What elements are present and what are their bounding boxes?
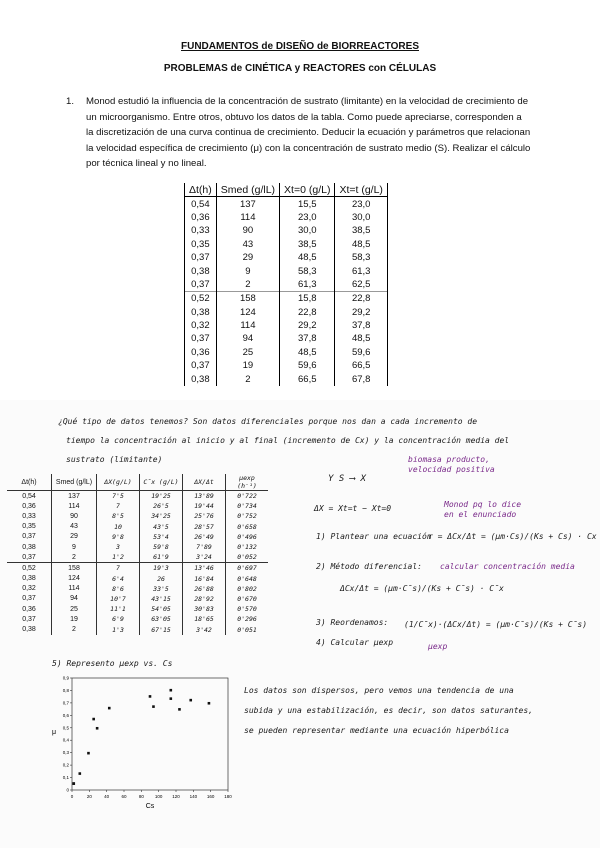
- results-cell: 0,37: [22, 595, 36, 603]
- step2-note: calcular concentración media: [440, 562, 575, 571]
- results-cell: 26: [140, 574, 183, 584]
- y-tick-label: 0,6: [62, 712, 69, 718]
- table-cell: 29: [216, 251, 279, 264]
- table-cell: 61,3: [280, 278, 335, 292]
- conclusion-line2: subida y una estabilización, es decir, son datos saturantes,: [244, 706, 533, 715]
- table-cell: 0,37: [185, 332, 217, 345]
- results-cell: 0,32: [22, 585, 36, 593]
- results-cell: 18'65: [183, 614, 226, 624]
- data-point: [152, 705, 155, 708]
- table-cell: 23,0: [335, 197, 387, 211]
- results-cell: 0'496: [226, 532, 269, 542]
- results-cell: 34'25: [140, 511, 183, 521]
- notes-question-line2: tiempo la concentración al inicio y al final (incremento de Cx) y la concentración media del: [66, 436, 510, 445]
- results-row: [7, 604, 268, 614]
- results-cell: 26'49: [183, 532, 226, 542]
- table-cell: 0,37: [185, 359, 217, 372]
- table-cell: 15,8: [280, 292, 335, 306]
- results-cell: 137: [52, 491, 97, 502]
- data-point: [96, 727, 99, 730]
- results-cell: 29: [52, 532, 97, 542]
- results-cell: 0'648: [226, 574, 269, 584]
- table-row: [185, 359, 388, 372]
- results-cell: 0'697: [226, 563, 269, 574]
- table-row: [185, 224, 388, 237]
- y-tick-label: 0,1: [62, 775, 69, 781]
- results-cell: 25: [52, 604, 97, 614]
- results-cell: 13'46: [183, 563, 226, 574]
- results-row: [7, 614, 268, 624]
- data-point: [208, 702, 211, 705]
- table-cell: 137: [216, 197, 279, 211]
- results-cell: 33'5: [140, 584, 183, 594]
- table-row: [185, 197, 388, 211]
- results-row: [7, 552, 268, 563]
- results-cell: 0'734: [226, 501, 269, 511]
- x-tick-label: 60: [121, 794, 127, 799]
- results-cell: 19'3: [140, 563, 183, 574]
- y-axis-label: μ: [51, 729, 57, 736]
- table-cell: 59,6: [280, 359, 335, 372]
- table-cell: 29,2: [280, 319, 335, 332]
- problem-line: la velocidad específica de crecimiento (μ) con la concentración de sustrato medio (S). Realizar el cálculo: [86, 142, 531, 154]
- results-cell: 158: [52, 563, 97, 574]
- y-tick-label: 0,2: [62, 762, 69, 768]
- table-cell: 0,38: [185, 264, 217, 277]
- step4-label: 4) Calcular μexp: [316, 638, 394, 647]
- table-row: [185, 292, 388, 306]
- table-header-cell: Xt=t (g/L): [335, 183, 387, 197]
- table-cell: 0,35: [185, 238, 217, 251]
- mu-vs-cs-scatter-chart: [44, 672, 244, 820]
- results-cell: 28'92: [183, 594, 226, 604]
- data-point: [87, 752, 90, 755]
- results-cell: 0,35: [22, 523, 36, 531]
- table-cell: 0,36: [185, 346, 217, 359]
- results-cell: 0'802: [226, 584, 269, 594]
- results-cell: 10'7: [97, 594, 140, 604]
- table-row: [185, 278, 388, 292]
- problem-text: [86, 94, 546, 172]
- results-cell: 3'24: [183, 552, 226, 563]
- document-title: FUNDAMENTOS de DISEÑO de BIORREACTORES: [181, 41, 419, 52]
- y-tick-label: 0,5: [62, 725, 69, 731]
- monod-note-line2: en el enunciado: [444, 510, 517, 519]
- x-tick-label: 160: [206, 794, 215, 799]
- results-cell: 2: [52, 624, 97, 634]
- results-cell: 0,38: [22, 626, 36, 634]
- table-row: [185, 238, 388, 251]
- y-tick-label: 0: [66, 787, 69, 793]
- results-cell: 0,37: [22, 553, 36, 561]
- results-row: [7, 563, 268, 574]
- step3-equation: (1/C̄x)·(ΔCx/Δt) = (μm·C̄s)/(Ks + C̄s): [404, 620, 588, 629]
- problem-number: 1.: [66, 96, 75, 107]
- results-row: [7, 594, 268, 604]
- table-cell: 66,5: [335, 359, 387, 372]
- x-tick-label: 0: [70, 794, 74, 799]
- table-cell: 90: [216, 224, 279, 237]
- results-cell: 0,37: [22, 615, 36, 623]
- table-cell: 15,5: [280, 197, 335, 211]
- table-cell: 25: [216, 346, 279, 359]
- results-cell: 7'89: [183, 542, 226, 552]
- results-cell: 0'570: [226, 604, 269, 614]
- results-cell: 9'8: [97, 532, 140, 542]
- data-point: [189, 699, 192, 702]
- y-tick-label: 0,7: [62, 700, 69, 706]
- table-cell: 30,0: [280, 224, 335, 237]
- results-cell: 1'3: [97, 624, 140, 634]
- results-header-cell: ΔX/Δt: [183, 474, 226, 491]
- results-header-cell: Δt(h): [7, 474, 52, 491]
- results-cell: 9: [52, 542, 97, 552]
- results-row: [7, 511, 268, 521]
- table-cell: 66,5: [280, 372, 335, 385]
- results-cell: 0'052: [226, 552, 269, 563]
- table-row: [185, 372, 388, 385]
- results-cell: 11'1: [97, 604, 140, 614]
- table-cell: 48,5: [280, 251, 335, 264]
- table-header-cell: Δt(h): [185, 183, 217, 197]
- results-cell: 2: [52, 552, 97, 563]
- table-row: [185, 251, 388, 264]
- table-cell: 61,3: [335, 264, 387, 277]
- x-axis-label: Cs: [145, 803, 155, 810]
- results-cell: 25'76: [183, 511, 226, 521]
- data-point: [170, 689, 173, 692]
- table-cell: 59,6: [335, 346, 387, 359]
- results-cell: 0,36: [22, 502, 36, 510]
- results-cell: 7: [97, 563, 140, 574]
- results-cell: 0,37: [22, 533, 36, 541]
- results-cell: 10: [97, 522, 140, 532]
- table-cell: 0,36: [185, 211, 217, 224]
- x-tick-label: 80: [138, 794, 144, 799]
- table-cell: 22,8: [335, 292, 387, 306]
- problem-line: por técnica lineal y no lineal.: [86, 158, 207, 170]
- results-cell: 114: [52, 584, 97, 594]
- y-tick-label: 0,8: [62, 687, 69, 693]
- problem-line: Monod estudió la influencia de la concentración de sustrato (limitante) en la velocidad de crecimiento de: [86, 96, 529, 107]
- results-cell: 0,38: [22, 575, 36, 583]
- x-tick-label: 180: [224, 794, 232, 799]
- results-cell: 114: [52, 501, 97, 511]
- x-tick-label: 20: [86, 794, 92, 799]
- table-cell: 9: [216, 264, 279, 277]
- step2-label: 2) Método diferencial:: [316, 562, 422, 571]
- data-point: [92, 718, 95, 721]
- results-header-cell: C̄x (g/L): [140, 474, 183, 491]
- results-cell: 19'44: [183, 501, 226, 511]
- delta-x-equation: ΔX = Xt=t − Xt=0: [314, 504, 392, 513]
- results-cell: 8'5: [97, 511, 140, 521]
- data-table: [184, 183, 388, 386]
- results-row: [7, 501, 268, 511]
- results-header-cell: ΔX(g/L): [97, 474, 140, 491]
- results-row: [7, 574, 268, 584]
- table-cell: 48,5: [280, 346, 335, 359]
- results-row: [7, 532, 268, 542]
- data-point: [72, 782, 75, 785]
- table-row: [185, 211, 388, 224]
- table-cell: 2: [216, 278, 279, 292]
- data-point: [178, 708, 181, 711]
- results-cell: 54'05: [140, 604, 183, 614]
- results-cell: 67'15: [140, 624, 183, 634]
- table-cell: 114: [216, 319, 279, 332]
- table-row: [185, 346, 388, 359]
- results-row: [7, 584, 268, 594]
- results-cell: 6'9: [97, 614, 140, 624]
- table-cell: 0,32: [185, 319, 217, 332]
- results-cell: 43'5: [140, 522, 183, 532]
- conclusion-line3: se pueden representar mediante una ecuación hiperbólica: [244, 726, 509, 735]
- results-cell: 6'4: [97, 574, 140, 584]
- table-cell: 0,54: [185, 197, 217, 211]
- results-cell: 7: [97, 501, 140, 511]
- plot-frame: [72, 678, 228, 790]
- results-cell: 7'5: [97, 491, 140, 502]
- data-point: [108, 707, 111, 710]
- table-cell: 48,5: [335, 238, 387, 251]
- table-cell: 0,52: [185, 292, 217, 306]
- step3-label: 3) Reordenamos:: [316, 618, 389, 627]
- table-cell: 30,0: [335, 211, 387, 224]
- table-cell: 58,3: [280, 264, 335, 277]
- table-header-cell: Xt=0 (g/L): [280, 183, 335, 197]
- data-point: [79, 772, 82, 775]
- conclusion-line1: Los datos son dispersos, pero vemos una tendencia de una: [244, 686, 514, 695]
- data-point: [170, 697, 173, 700]
- results-cell: 0'722: [226, 491, 269, 502]
- results-cell: 53'4: [140, 532, 183, 542]
- y-tick-label: 0,3: [62, 750, 69, 756]
- table-cell: 0,37: [185, 278, 217, 292]
- reaction-note-line2: velocidad positiva: [408, 465, 495, 474]
- results-cell: 43: [52, 522, 97, 532]
- results-cell: 63'05: [140, 614, 183, 624]
- results-cell: 30'83: [183, 604, 226, 614]
- y-tick-label: 0,9: [62, 675, 69, 681]
- table-cell: 48,5: [335, 332, 387, 345]
- results-cell: 90: [52, 511, 97, 521]
- table-cell: 0,33: [185, 224, 217, 237]
- results-header-cell: Smed (g/lL): [52, 474, 97, 491]
- results-row: [7, 491, 268, 502]
- table-row: [185, 264, 388, 277]
- document-subtitle: PROBLEMAS de CINÉTICA y REACTORES con CÉLULAS: [163, 63, 437, 74]
- results-cell: 3: [97, 542, 140, 552]
- step1-label: 1) Plantear una ecuación: [316, 532, 432, 541]
- table-row: [185, 306, 388, 319]
- notes-question-line1: ¿Qué tipo de datos tenemos? Son datos diferenciales porque nos dan a cada incremento de: [58, 417, 478, 426]
- x-tick-label: 140: [189, 794, 198, 799]
- results-cell: 61'9: [140, 552, 183, 563]
- results-cell: 19'25: [140, 491, 183, 502]
- results-cell: 59'8: [140, 542, 183, 552]
- results-cell: 19: [52, 614, 97, 624]
- step2-equation: ΔCx/Δt = (μm·C̄s)/(Ks + C̄s) · C̄x: [340, 584, 504, 593]
- results-cell: 0'296: [226, 614, 269, 624]
- results-cell: 0'670: [226, 594, 269, 604]
- results-cell: 8'6: [97, 584, 140, 594]
- results-cell: 94: [52, 594, 97, 604]
- table-cell: 158: [216, 292, 279, 306]
- results-cell: 3'42: [183, 624, 226, 634]
- table-cell: 114: [216, 211, 279, 224]
- table-cell: 37,8: [335, 319, 387, 332]
- results-cell: 26'5: [140, 501, 183, 511]
- table-cell: 2: [216, 372, 279, 385]
- results-header-cell: μexp (h⁻¹): [226, 474, 269, 491]
- reaction-equation: Y S ⟶ X: [328, 474, 366, 484]
- results-cell: 0,36: [22, 605, 36, 613]
- table-cell: 94: [216, 332, 279, 345]
- reaction-note-line1: biomasa producto,: [408, 455, 490, 464]
- table-cell: 37,8: [280, 332, 335, 345]
- results-cell: 26'88: [183, 584, 226, 594]
- x-tick-label: 40: [104, 794, 110, 799]
- results-cell: 43'15: [140, 594, 183, 604]
- table-cell: 38,5: [280, 238, 335, 251]
- results-cell: 124: [52, 574, 97, 584]
- y-tick-label: 0,4: [62, 737, 69, 743]
- results-cell: 0,33: [22, 512, 36, 520]
- table-cell: 67,8: [335, 372, 387, 385]
- step1-equation: r = ΔCx/Δt = (μm·Cs)/(Ks + Cs) · Cx: [428, 532, 597, 541]
- results-cell: 1'2: [97, 552, 140, 563]
- step3-mu-label: μexp: [428, 642, 448, 651]
- results-cell: 0,52: [7, 563, 52, 574]
- table-header-cell: Smed (g/lL): [216, 183, 279, 197]
- results-cell: 0'752: [226, 511, 269, 521]
- results-cell: 0'051: [226, 624, 269, 634]
- results-cell: 13'89: [183, 491, 226, 502]
- problem-line: un microorganismo. Entre otros, obtuvo los datos de la tabla. Como puede apreciarse, corresponden a: [86, 111, 522, 123]
- results-cell: 0,38: [22, 543, 36, 551]
- table-cell: 124: [216, 306, 279, 319]
- table-cell: 19: [216, 359, 279, 372]
- results-cell: 0,54: [22, 492, 36, 500]
- x-tick-label: 100: [154, 794, 163, 799]
- results-table: [7, 474, 268, 635]
- results-cell: 28'57: [183, 522, 226, 532]
- notes-question-line3: sustrato (limitante): [66, 455, 163, 464]
- results-row: [7, 624, 268, 634]
- results-cell: 16'84: [183, 574, 226, 584]
- table-row: [185, 332, 388, 345]
- table-cell: 22,8: [280, 306, 335, 319]
- results-cell: 0'658: [226, 522, 269, 532]
- problem-line: la discretización de una curva continua de crecimiento. Deducir la ecuación y parámetros que relacionan: [86, 127, 531, 139]
- table-row: [185, 319, 388, 332]
- problem-statement: [68, 94, 546, 172]
- table-cell: 43: [216, 238, 279, 251]
- results-row: [7, 542, 268, 552]
- table-cell: 0,38: [185, 372, 217, 385]
- monod-note-line1: Monod pq lo dice: [444, 500, 522, 509]
- x-tick-label: 120: [172, 794, 180, 799]
- results-cell: 0'132: [226, 542, 269, 552]
- table-cell: 62,5: [335, 278, 387, 292]
- table-cell: 0,38: [185, 306, 217, 319]
- table-cell: 58,3: [335, 251, 387, 264]
- table-cell: 0,37: [185, 251, 217, 264]
- table-cell: 29,2: [335, 306, 387, 319]
- table-cell: 23,0: [280, 211, 335, 224]
- data-point: [149, 695, 152, 698]
- table-cell: 38,5: [335, 224, 387, 237]
- results-row: [7, 522, 268, 532]
- step5-label: 5) Represento μexp vs. Cs: [52, 659, 173, 668]
